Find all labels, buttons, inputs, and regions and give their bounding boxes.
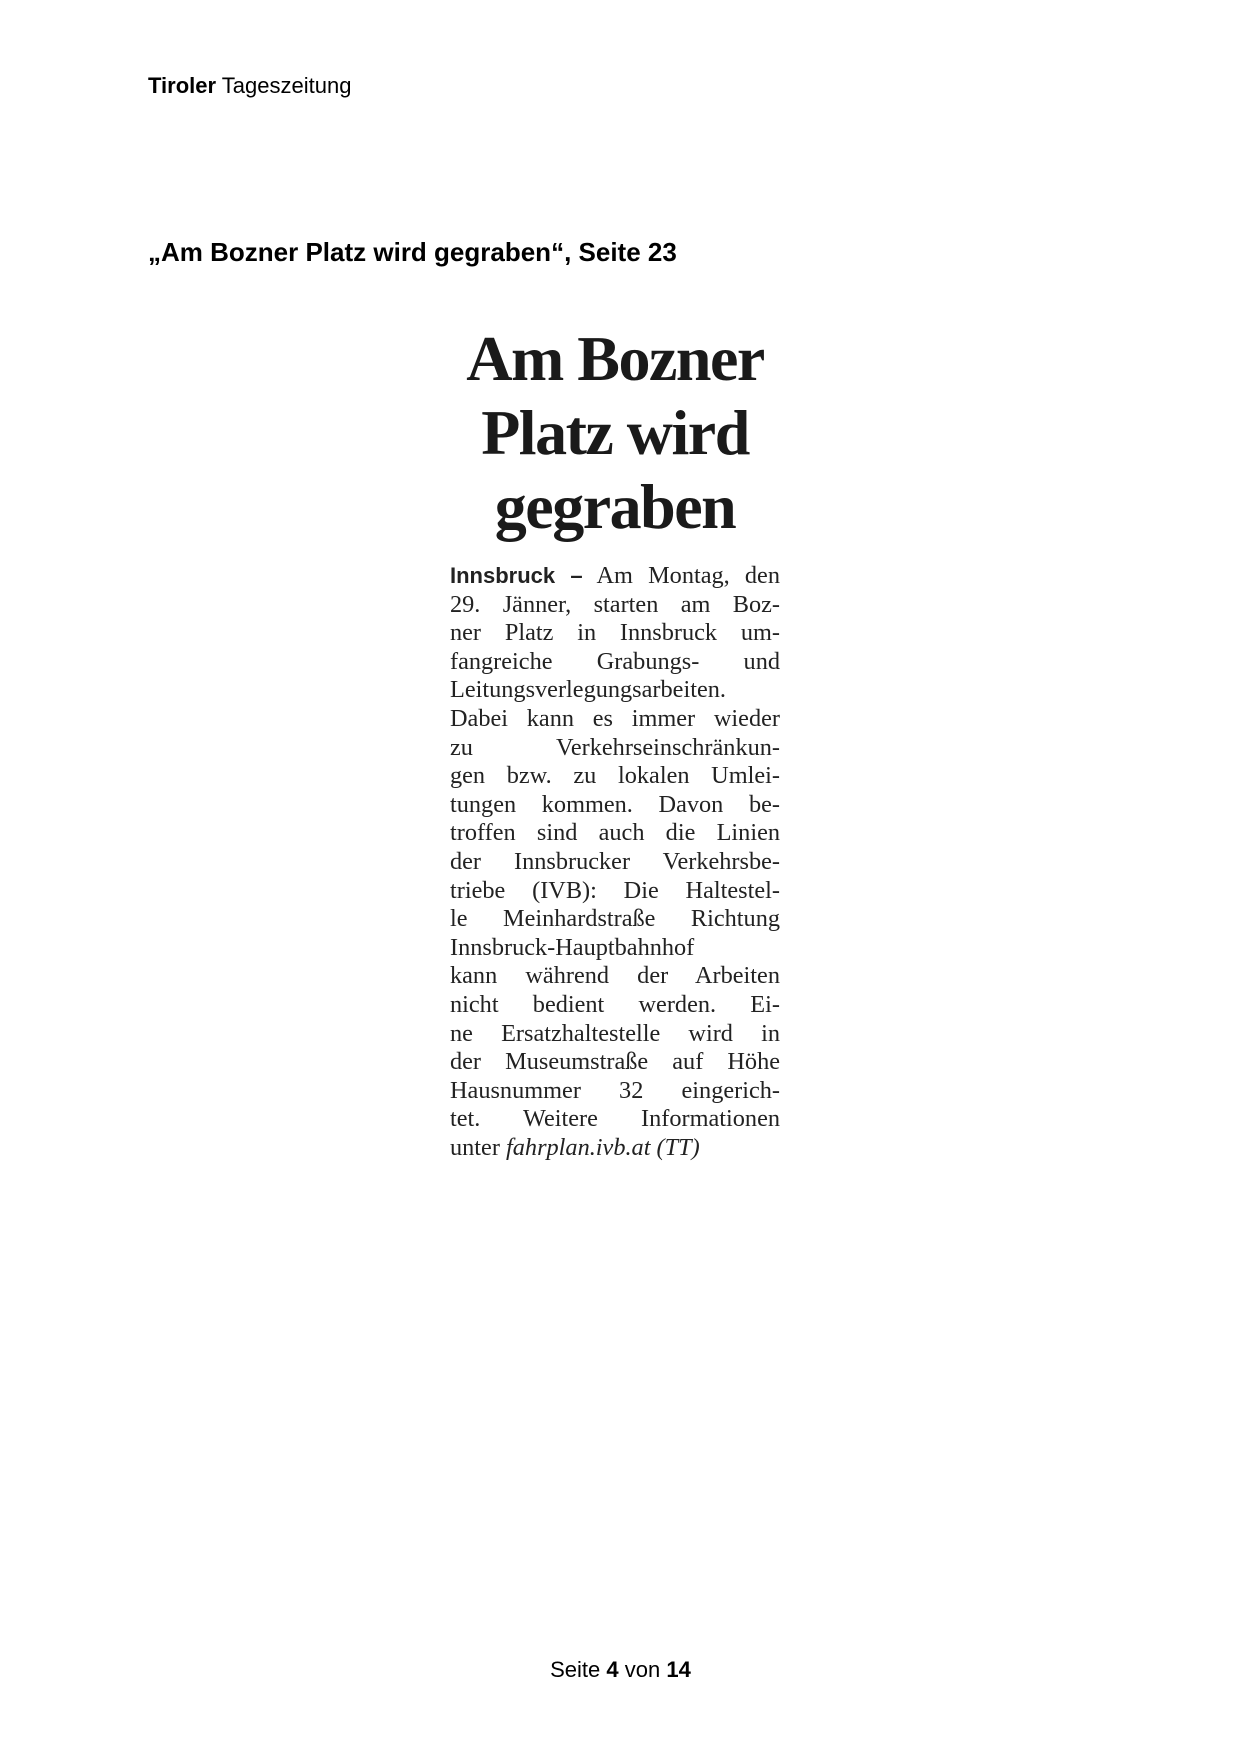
body-line — [450, 1134, 780, 1163]
body-line: Hausnummer 32 eingerich- — [450, 1076, 780, 1104]
body-line — [450, 562, 780, 591]
article-body — [450, 562, 780, 1162]
page-number-current: 4 — [606, 1657, 619, 1682]
article-dateline: Innsbruck – — [450, 563, 583, 588]
body-line: nicht bedient werden. Ei- — [450, 990, 780, 1018]
article-source-link: fahrplan.ivb.at (TT) — [506, 1133, 700, 1161]
body-line: le Meinhardstraße Richtung — [450, 905, 780, 933]
body-line-text: Am Montag, den — [596, 562, 780, 589]
body-line: gen bzw. zu lokalen Umlei- — [450, 762, 780, 790]
page-number-prefix: Seite — [550, 1657, 601, 1682]
body-line: Leitungsverlegungsarbeiten. — [450, 676, 726, 704]
body-line: der Innsbrucker Verkehrsbe- — [450, 847, 780, 875]
body-line: Innsbruck-Hauptbahnhof — [450, 933, 695, 961]
body-line: fangreiche Grabungs- und — [450, 647, 780, 675]
publication-name-regular: Tageszeitung — [221, 73, 352, 98]
page-number-middle: von — [624, 1657, 661, 1682]
publication-header — [148, 72, 351, 100]
body-line: Dabei kann es immer wieder — [450, 704, 780, 732]
headline-line: Am Bozner — [466, 323, 764, 394]
body-line: tungen kommen. Davon be- — [450, 790, 780, 818]
body-line: troffen sind auch die Linien — [450, 819, 780, 847]
publication-name-bold: Tiroler — [148, 73, 217, 98]
body-line: zu Verkehrseinschränkun- — [450, 733, 780, 761]
article-clipping — [450, 322, 780, 1162]
body-line: ner Platz in Innsbruck um- — [450, 619, 780, 647]
body-line: kann während der Arbeiten — [450, 962, 780, 990]
body-line: 29. Jänner, starten am Boz- — [450, 590, 780, 618]
body-line: der Museumstraße auf Höhe — [450, 1048, 780, 1076]
page-number-total: 14 — [666, 1657, 691, 1682]
body-line: triebe (IVB): Die Haltestel- — [450, 876, 780, 904]
article-headline — [450, 322, 780, 544]
headline-line: Platz wird — [481, 397, 749, 468]
body-line: ne Ersatzhaltestelle wird in — [450, 1019, 780, 1047]
clip-title: „Am Bozner Platz wird gegraben“, Seite 23 — [148, 237, 677, 267]
body-line: tet. Weitere Informationen — [450, 1105, 780, 1133]
body-line-text: unter — [450, 1133, 500, 1161]
headline-line: gegraben — [494, 471, 736, 542]
page-number — [0, 1656, 1241, 1684]
